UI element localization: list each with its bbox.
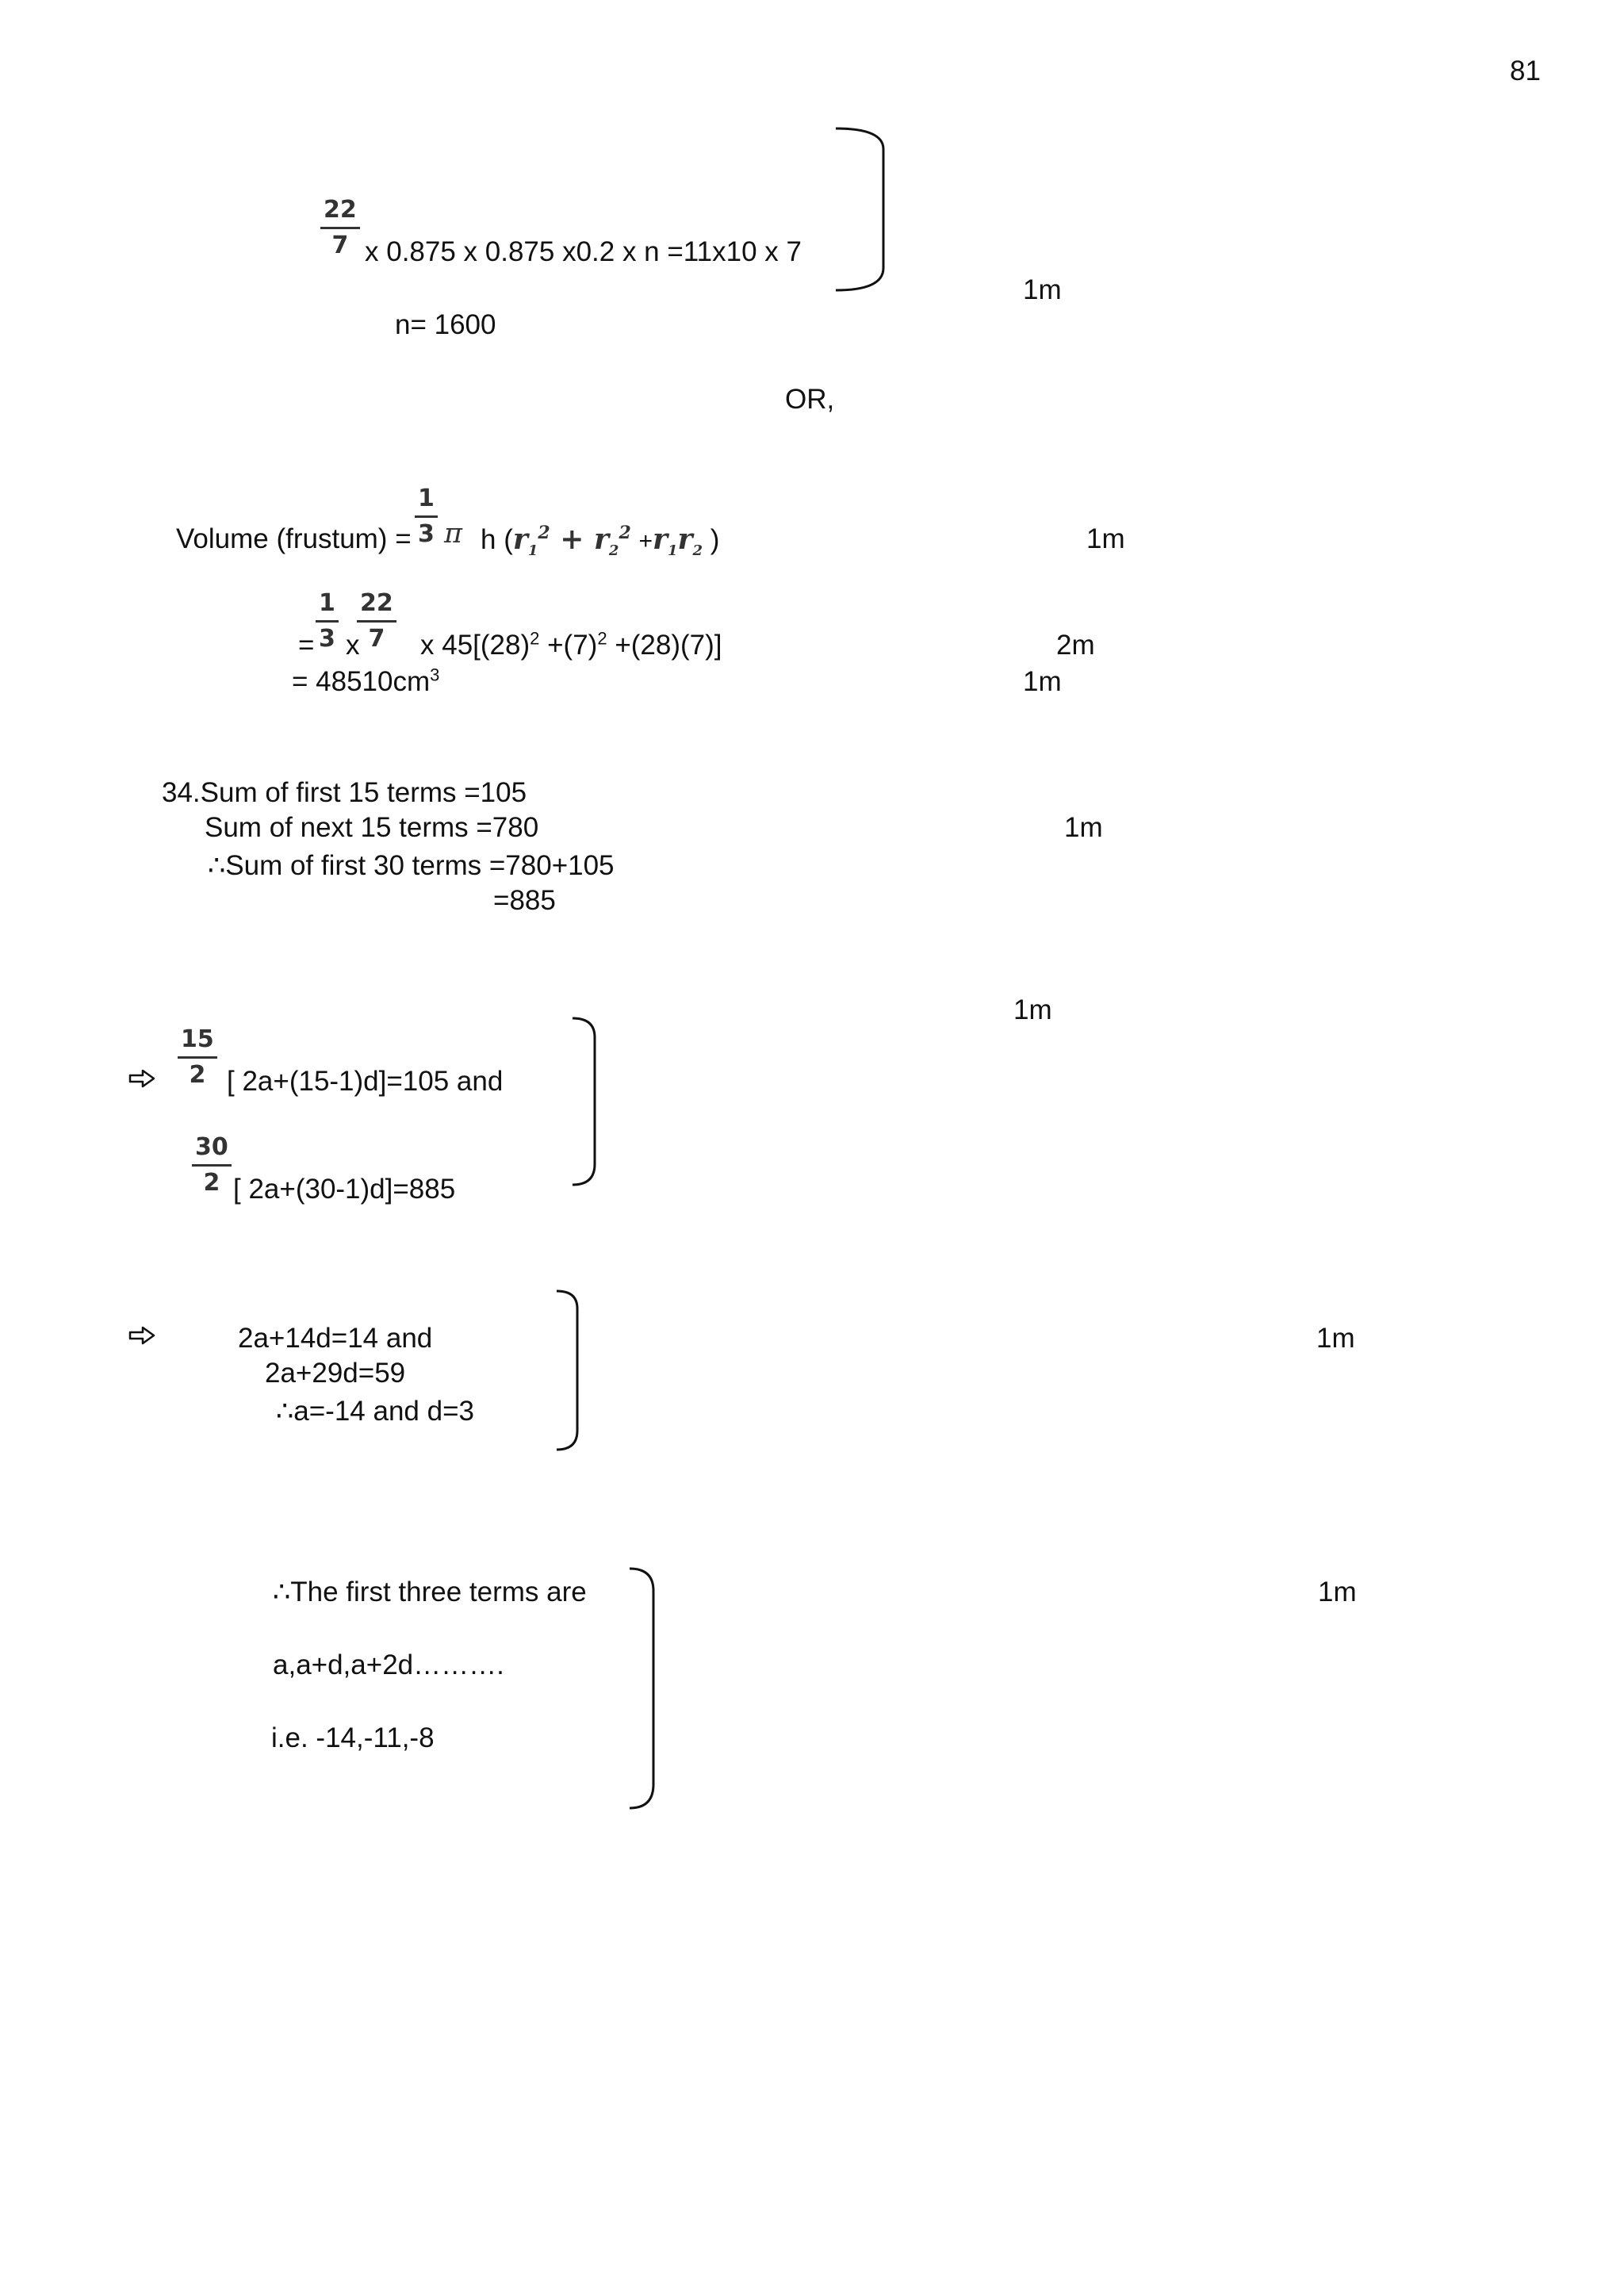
mark-label: 1m: [1316, 1323, 1355, 1354]
subscript: 2: [608, 542, 619, 560]
subscript: 1: [667, 542, 678, 560]
fraction-denominator: 2: [203, 1169, 220, 1197]
terms-line: a,a+d,a+2d……….: [273, 1649, 504, 1680]
q34-line: =885: [493, 885, 556, 916]
q34-line: ∴Sum of first 30 terms =780+105: [208, 850, 615, 881]
frustum-substitution: [420, 628, 722, 661]
volume-label: Volume (frustum) =: [176, 523, 412, 554]
mark-label: 1m: [1023, 666, 1062, 697]
r-symbol: r: [593, 523, 609, 556]
fraction-22-7: [320, 198, 360, 258]
linear-equation: 2a+14d=14 and: [238, 1323, 433, 1354]
q34-line: 34.Sum of first 15 terms =105: [162, 777, 527, 808]
superscript: 2: [530, 628, 540, 649]
fraction-denominator: 3: [418, 520, 435, 548]
substitution-part: +(28)(7)]: [615, 630, 722, 661]
substitution-part: x 45[(28): [420, 630, 530, 661]
series-equation: [ 2a+(15-1)d]=105 and: [227, 1066, 504, 1097]
superscript: 2: [619, 523, 631, 543]
subscript: 1: [527, 542, 538, 560]
fraction-denominator: 2: [189, 1061, 206, 1089]
fraction-denominator: 7: [331, 232, 349, 259]
page-number: 81: [1510, 56, 1541, 86]
terms-line: i.e. -14,-11,-8: [271, 1722, 435, 1753]
right-brace: [833, 127, 888, 293]
substitution-part: +(7): [547, 630, 598, 661]
fraction-1-3: [415, 487, 438, 546]
right-brace: [628, 1567, 660, 1811]
plus-sign: +: [638, 528, 653, 554]
mark-label: 1m: [1318, 1577, 1357, 1607]
superscript: 2: [597, 628, 607, 649]
volume-equation: x 0.875 x 0.875 x0.2 x n =11x10 x 7: [365, 236, 802, 267]
mark-label: 1m: [1086, 523, 1125, 554]
fraction-denominator: 3: [319, 625, 335, 653]
right-arrow-icon: [128, 1326, 155, 1345]
mark-label: 2m: [1056, 630, 1095, 661]
linear-equation: 2a+29d=59: [265, 1358, 406, 1389]
r-symbol: r: [677, 523, 693, 556]
fraction-numerator: 15: [178, 1028, 217, 1059]
fraction-numerator: 22: [357, 592, 396, 623]
q34-line: Sum of next 15 terms =780: [205, 812, 539, 843]
times-sign: x: [346, 630, 360, 661]
volume-value: = 48510cm: [292, 666, 431, 697]
superscript: 2: [538, 523, 550, 543]
fraction-numerator: 22: [320, 198, 360, 229]
right-brace: [571, 1017, 599, 1188]
frustum-formula: [481, 523, 720, 560]
mark-label: 1m: [1064, 812, 1103, 843]
pi-symbol: π: [444, 518, 463, 550]
right-brace: [555, 1289, 582, 1453]
mark-label: 1m: [1023, 274, 1062, 305]
mark-label: 1m: [1013, 994, 1052, 1025]
result-n: n= 1600: [395, 309, 496, 340]
r-symbol: r: [512, 523, 528, 556]
fraction-15-2: [178, 1025, 217, 1089]
fraction-numerator: 1: [415, 487, 438, 518]
solution-line: ∴a=-14 and d=3: [276, 1396, 474, 1427]
h-open: h (: [481, 524, 513, 555]
r-symbol: r: [653, 523, 668, 556]
equals-sign: =: [298, 630, 315, 661]
fraction-30-2: [192, 1133, 232, 1197]
superscript: 3: [430, 665, 440, 685]
subscript: 2: [692, 542, 703, 560]
fraction-numerator: 30: [192, 1136, 232, 1167]
conclusion-line: ∴The first three terms are: [273, 1577, 587, 1607]
fraction-numerator: 1: [316, 592, 339, 623]
series-equation: [ 2a+(30-1)d]=885: [233, 1174, 456, 1205]
close-paren: ): [710, 524, 720, 555]
volume-result: [292, 665, 440, 697]
or-label: OR,: [785, 384, 835, 415]
fraction-22-7: [357, 589, 396, 653]
fraction-1-3: [316, 589, 339, 653]
right-arrow-icon: [128, 1069, 155, 1088]
fraction-denominator: 7: [368, 625, 385, 653]
plus-sign: +: [560, 523, 584, 556]
